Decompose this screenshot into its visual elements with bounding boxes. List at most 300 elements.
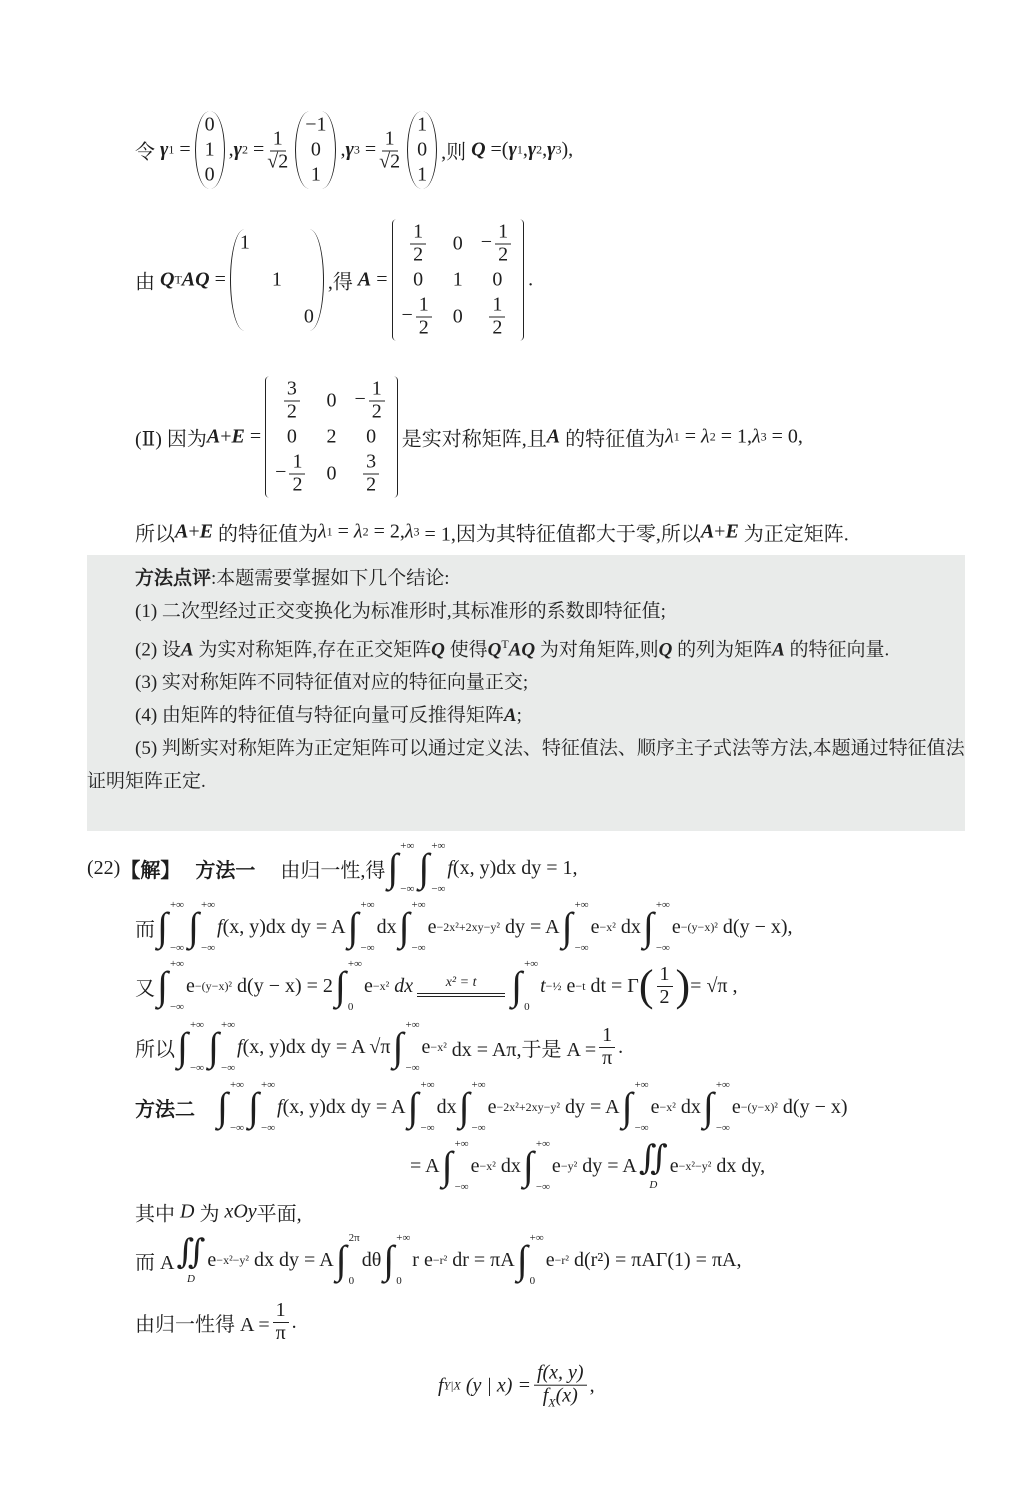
lower-limit: 0 — [348, 1275, 355, 1287]
lower-limit: 0 — [396, 1275, 402, 1287]
text-run: 为实对称矩阵,存在正交矩阵 — [198, 639, 432, 661]
denominator: √2 — [379, 150, 401, 172]
lower-limit: −∞ — [400, 883, 415, 895]
method-one-line — [87, 841, 578, 895]
integral-limits — [230, 1080, 244, 1134]
text-run: d(y − x) — [782, 1095, 848, 1118]
text-run: dx — [376, 915, 397, 938]
fraction — [534, 1363, 587, 1410]
math-symbol: = 1, — [720, 425, 752, 448]
integral-limits — [716, 1080, 730, 1134]
method-label: 方法一 — [195, 857, 256, 882]
lower-limit: −∞ — [454, 1181, 469, 1193]
fraction — [363, 452, 379, 496]
math-symbol: e — [363, 974, 373, 997]
text-run: 由归一性得 A = — [135, 1313, 270, 1336]
integral — [517, 1233, 544, 1287]
math-symbol: γ — [233, 138, 242, 161]
subscript: 2 — [241, 142, 248, 157]
cell: 0 — [366, 425, 377, 448]
superscript: −r² — [432, 1252, 448, 1267]
subscript: X — [548, 1395, 556, 1410]
lower-limit: −∞ — [405, 1062, 420, 1074]
fraction — [416, 295, 432, 339]
upper-limit: +∞ — [655, 899, 670, 911]
cell: 1 — [417, 113, 428, 136]
text-run: = 1,因为其特征值都大于零,所以 — [424, 523, 701, 546]
math-symbol: = — [252, 138, 265, 161]
text-run: (x, y)dx dy = A — [222, 915, 346, 938]
commentary-item-2 — [87, 628, 965, 666]
math-symbol: = 0, — [771, 425, 803, 448]
integral-limits — [472, 1080, 486, 1134]
integral — [393, 1020, 420, 1074]
math-symbol: = — [337, 520, 349, 543]
denominator — [543, 1386, 578, 1410]
upper-limit: +∞ — [169, 899, 185, 911]
superscript: −y² — [560, 1158, 578, 1173]
cell: 0 — [326, 462, 337, 484]
math-symbol: γ — [547, 138, 556, 161]
subscript: 2 — [362, 524, 369, 539]
math-symbol: e — [207, 1248, 217, 1271]
numerator: 1 — [289, 452, 305, 475]
lower-limit: 0 — [529, 1275, 536, 1287]
lower-limit: −∞ — [471, 1122, 486, 1134]
math-symbol: e — [669, 1154, 679, 1177]
integral-limits — [635, 1080, 649, 1134]
region-label: D — [649, 1178, 658, 1191]
cell: 1 — [239, 231, 250, 254]
integral-sign: ∫ — [511, 963, 523, 1008]
integral — [383, 1233, 410, 1287]
integral — [562, 900, 589, 954]
integral-limits — [405, 1020, 419, 1074]
double-integral — [639, 1141, 668, 1191]
integral-limits — [221, 1020, 235, 1074]
text-run: r e — [412, 1248, 433, 1271]
minus: − — [275, 461, 287, 484]
text-run: 由 — [135, 271, 155, 294]
subscript: 1 — [516, 142, 523, 157]
math-symbol: f — [237, 1035, 243, 1058]
subscript: 1 — [326, 524, 333, 539]
upper-limit: +∞ — [347, 958, 362, 970]
math-symbol: = — [376, 268, 388, 291]
subscript: 3 — [760, 429, 767, 444]
text-run: ,得 — [327, 271, 353, 294]
subscript: 3 — [555, 142, 562, 157]
commentary-item-1: (1) 二次型经过正交变换化为标准形时,其标准形的系数即特征值; — [135, 601, 666, 622]
numerator: 3 — [284, 379, 300, 402]
math-symbol: Q — [658, 639, 673, 661]
integral — [348, 900, 375, 954]
gamma-substitution-line — [135, 959, 738, 1013]
integral-limits — [575, 900, 589, 954]
lower-limit: −∞ — [220, 1062, 236, 1074]
integral-limits — [530, 1233, 544, 1287]
superscript: −x²−y² — [678, 1158, 712, 1173]
lower-limit: −∞ — [715, 1122, 730, 1134]
integral-sign: ∫ — [392, 1024, 404, 1069]
math-symbol: λ — [404, 520, 414, 543]
fraction — [273, 1300, 289, 1344]
math-symbol: = — [214, 268, 226, 291]
denominator: 2 — [492, 316, 503, 339]
lower-limit: −∞ — [634, 1122, 649, 1134]
commentary-item-3: (3) 实对称矩阵不同特征值对应的特征向量正交; — [135, 672, 529, 694]
denominator: 2 — [366, 473, 377, 496]
denominator: 2 — [418, 316, 429, 339]
text-run: dx — [394, 974, 414, 997]
text-run: dy = A — [564, 1095, 620, 1118]
cell — [402, 295, 435, 339]
cell — [354, 379, 387, 423]
integral-sign: ∫ — [383, 1237, 395, 1282]
lower-limit: −∞ — [431, 883, 446, 895]
numerator: f(x, y) — [534, 1363, 587, 1386]
substitution-label: x² = t — [445, 975, 477, 990]
integral-sign: ∫ — [561, 904, 573, 949]
text-run: dr = πA — [452, 1248, 515, 1271]
math-symbol: e — [551, 1154, 561, 1177]
math-symbol: . — [528, 268, 534, 291]
text-run: 平面, — [256, 1203, 302, 1226]
math-symbol: A — [503, 705, 517, 727]
text-run: dx = Aπ,于是 A = — [451, 1038, 597, 1061]
math-symbol: e — [427, 915, 437, 938]
polar-coordinates-line — [135, 1233, 741, 1287]
math-symbol: e — [731, 1095, 741, 1118]
upper-limit: +∞ — [574, 899, 589, 911]
math-symbol: = — [179, 138, 191, 161]
superscript: T — [501, 637, 509, 651]
cell: 1 — [204, 138, 215, 161]
integral — [217, 1080, 244, 1134]
minus: − — [401, 304, 413, 327]
upper-limit: +∞ — [420, 1079, 435, 1091]
fraction — [495, 222, 511, 266]
integral — [643, 900, 670, 954]
superscript: −x² — [479, 1158, 496, 1173]
integral-sign: ∫ — [642, 904, 654, 949]
math-symbol: λ — [751, 425, 761, 448]
text-run: (x, y)dx dy = A √π — [242, 1035, 391, 1058]
math-symbol: AQ — [508, 639, 536, 661]
text-run: 的列为矩阵 — [677, 639, 773, 661]
subscript: 1 — [673, 429, 680, 444]
lower-limit: −∞ — [655, 942, 670, 954]
math-symbol: Q — [431, 639, 445, 661]
text-run: 由归一性,得 — [280, 859, 386, 882]
fraction — [289, 452, 305, 496]
cell: 2 — [326, 425, 337, 448]
superscript: −(y−x)² — [740, 1099, 778, 1114]
upper-limit: +∞ — [524, 958, 539, 970]
integral-limits — [201, 900, 215, 954]
region-label: D — [186, 1272, 195, 1285]
integral-sign: ∫ — [441, 1143, 453, 1188]
text-run: 为 — [199, 1203, 220, 1226]
lower-limit: −∞ — [420, 1122, 435, 1134]
math-symbol: , — [542, 138, 548, 161]
math-symbol: = — [364, 138, 377, 161]
region-definition-line — [135, 1198, 302, 1227]
cell: 1 — [417, 163, 428, 186]
text-run: (2) 设 — [135, 639, 181, 661]
integral — [523, 1139, 550, 1193]
text-run: d(y − x), — [722, 915, 793, 938]
lower-limit: −∞ — [200, 942, 216, 954]
math-symbol: Q — [487, 639, 502, 661]
integral-limits — [190, 1020, 204, 1074]
math-symbol: f — [438, 1374, 444, 1397]
double-integral-sign: ∬ — [638, 1140, 668, 1178]
integral-sign: ∫ — [157, 963, 168, 1008]
integral-sign: ∫ — [335, 1237, 347, 1282]
integral-sign: ∫ — [208, 1024, 219, 1069]
method-label: 方法二 — [135, 1096, 195, 1121]
integral-sign: ∫ — [516, 1237, 528, 1282]
integral-sign: ∫ — [217, 1084, 228, 1129]
integral — [459, 1080, 486, 1134]
math-symbol: A — [180, 639, 194, 661]
math-symbol: D — [180, 1200, 195, 1223]
numerator: 1 — [382, 128, 398, 151]
upper-limit: +∞ — [200, 899, 216, 911]
cell: 0 — [452, 232, 463, 254]
integral-limits — [170, 959, 184, 1013]
lower-limit: −∞ — [189, 1062, 205, 1074]
math-symbol: AQ — [181, 268, 210, 291]
numerator: 1 — [489, 295, 505, 318]
commentary-item-4 — [87, 699, 965, 732]
fraction — [284, 379, 300, 423]
superscript: −x²−y² — [216, 1252, 250, 1267]
upper-limit: +∞ — [529, 1232, 544, 1244]
integral — [703, 1080, 730, 1134]
math-symbol: A — [357, 268, 372, 291]
upper-limit: +∞ — [535, 1138, 550, 1150]
fraction — [489, 295, 505, 339]
method-two-result-line — [135, 1300, 297, 1344]
text-run: d(r²) = πAΓ(1) = πA, — [573, 1248, 742, 1271]
double-integral — [176, 1235, 205, 1285]
cell: 0 — [417, 138, 428, 161]
text-run: = A — [410, 1154, 440, 1177]
math-symbol: t — [540, 974, 546, 997]
integral — [387, 841, 414, 895]
text-run: dx — [680, 1095, 701, 1118]
integral-sign: ∫ — [407, 1084, 419, 1129]
superscript: −x² — [599, 919, 616, 934]
subscript: 1 — [168, 142, 175, 157]
lower-limit: −∞ — [574, 942, 589, 954]
cell: 0 — [204, 163, 215, 186]
math-symbol: Q — [471, 138, 486, 161]
subscript: 2 — [709, 429, 716, 444]
double-integral-line — [410, 1139, 765, 1193]
subscript: 3 — [413, 524, 420, 539]
math-symbol: γ — [160, 138, 169, 161]
text-run: (x, y)dx dy = A — [282, 1095, 406, 1118]
math-symbol: λ — [317, 520, 327, 543]
superscript: T — [174, 272, 182, 287]
upper-limit: +∞ — [400, 840, 415, 852]
superscript: −2x²+2xy−y² — [496, 1099, 560, 1114]
upper-limit: +∞ — [405, 1019, 420, 1031]
subscript: 2 — [536, 142, 543, 157]
lower-limit: 0 — [347, 1001, 354, 1013]
numerator: 1 — [495, 222, 511, 245]
upper-limit: +∞ — [360, 899, 375, 911]
math-symbol: γ — [508, 138, 517, 161]
integral-limits — [349, 1233, 360, 1287]
cell: 0 — [326, 389, 337, 411]
text-run: dx — [500, 1154, 521, 1177]
superscript: −2x²+2xy−y² — [436, 919, 500, 934]
math-symbol: e — [487, 1095, 497, 1118]
integral-limits — [348, 959, 362, 1013]
upper-limit: +∞ — [411, 899, 426, 911]
upper-limit: +∞ — [169, 958, 185, 970]
text-run: dθ — [361, 1248, 382, 1271]
matrix-a — [392, 220, 525, 341]
math-symbol: A — [206, 425, 221, 448]
text-run: (y | x) = — [465, 1374, 531, 1397]
method-two-line — [135, 1080, 848, 1134]
integral-sign: ∫ — [177, 1024, 188, 1069]
upper-limit: 2π — [348, 1232, 360, 1244]
text-run: ,则 — [441, 141, 467, 164]
lower-limit: −∞ — [360, 942, 375, 954]
math-symbol: e — [566, 974, 576, 997]
integral — [177, 1020, 204, 1074]
text-run: d(y − x) = 2 — [237, 974, 333, 997]
denominator: √2 — [267, 150, 289, 172]
a-plus-e-line — [135, 377, 803, 498]
integral — [157, 900, 184, 954]
integral-limits — [524, 959, 538, 1013]
superscript: −x² — [659, 1099, 676, 1114]
integral — [511, 959, 538, 1013]
method-one-result-line — [135, 1020, 623, 1074]
math-symbol: f — [447, 856, 453, 879]
integral-sign: ∫ — [248, 1084, 259, 1129]
cell: −1 — [305, 113, 327, 136]
upper-limit: +∞ — [431, 840, 446, 852]
numerator: 1 — [369, 379, 385, 402]
integral — [399, 900, 426, 954]
numerator: 1 — [657, 964, 673, 987]
integral — [408, 1080, 435, 1134]
text-run: :本题需要掌握如下几个结论: — [211, 568, 450, 589]
math-symbol: + — [714, 520, 726, 543]
math-symbol: e — [421, 1035, 431, 1058]
math-symbol: ), — [561, 138, 574, 161]
diagonal-matrix — [230, 230, 324, 331]
upper-limit: +∞ — [454, 1138, 469, 1150]
math-symbol: , — [522, 138, 528, 161]
integral — [208, 1020, 235, 1074]
text-run: dt = Γ — [590, 974, 639, 997]
numerator: 1 — [270, 128, 286, 151]
fraction — [369, 379, 385, 423]
integral-expansion-line — [135, 900, 793, 954]
integral-limits — [536, 1139, 550, 1193]
numerator: 1 — [599, 1025, 615, 1048]
text-run: (Ⅱ) 因为 — [135, 428, 207, 451]
text-run: dx dy, — [716, 1154, 766, 1177]
integral-sign: ∫ — [334, 963, 346, 1008]
text-run: 而 A — [135, 1251, 175, 1274]
integral — [418, 841, 445, 895]
left-paren: ( — [638, 961, 654, 1010]
vector-gamma1 — [195, 112, 225, 189]
conclusion-line — [135, 518, 849, 547]
solution-label: 【解】 — [120, 857, 181, 882]
math-symbol: , — [340, 138, 346, 161]
integral-sign: ∫ — [188, 904, 199, 949]
gamma-definition-line — [135, 112, 573, 189]
integral-limits — [396, 1233, 410, 1287]
right-paren: ) — [675, 961, 691, 1010]
text-run: 为对角矩阵,则 — [539, 639, 659, 661]
text-run: (x, y)dx dy = 1, — [452, 856, 578, 879]
cell: 0 — [413, 268, 424, 291]
text-run: dx — [620, 915, 641, 938]
math-symbol: E — [199, 520, 213, 543]
math-symbol: E — [231, 425, 245, 448]
text-run: 其中 — [135, 1203, 175, 1226]
cell: 1 — [271, 268, 282, 291]
cell: 0 — [492, 268, 503, 291]
math-symbol: + — [220, 425, 232, 448]
numerator: 1 — [416, 295, 432, 318]
fraction — [599, 1025, 615, 1069]
math-symbol: = 2, — [373, 520, 405, 543]
commentary-heading — [87, 555, 965, 595]
integral-limits — [455, 1139, 469, 1193]
vector-gamma3 — [407, 112, 437, 189]
text-run: dx dy = A — [254, 1248, 334, 1271]
math-symbol: + — [188, 520, 200, 543]
text-run: 所以 — [135, 523, 175, 546]
text-run: 为正定矩阵. — [743, 523, 849, 546]
math-symbol: . — [618, 1035, 624, 1058]
double-integral-sign: ∬ — [176, 1234, 206, 1272]
integral — [622, 1080, 649, 1134]
integral-sign: ∫ — [157, 904, 168, 949]
cell: 0 — [303, 305, 314, 328]
cell — [481, 222, 514, 266]
integral-limits — [412, 900, 426, 954]
integral — [248, 1080, 275, 1134]
matrix-a-line — [135, 220, 533, 341]
upper-limit: +∞ — [396, 1232, 411, 1244]
math-symbol: f — [217, 915, 223, 938]
cell — [275, 452, 308, 496]
integral-sign: ∫ — [522, 1143, 534, 1188]
lower-limit: −∞ — [260, 1122, 276, 1134]
upper-limit: +∞ — [471, 1079, 486, 1091]
substitution-equals — [417, 975, 505, 997]
text-run: 使得 — [449, 639, 488, 661]
numerator: 3 — [363, 452, 379, 475]
math-symbol: e — [590, 915, 600, 938]
integral — [188, 900, 215, 954]
math-symbol: e — [650, 1095, 660, 1118]
